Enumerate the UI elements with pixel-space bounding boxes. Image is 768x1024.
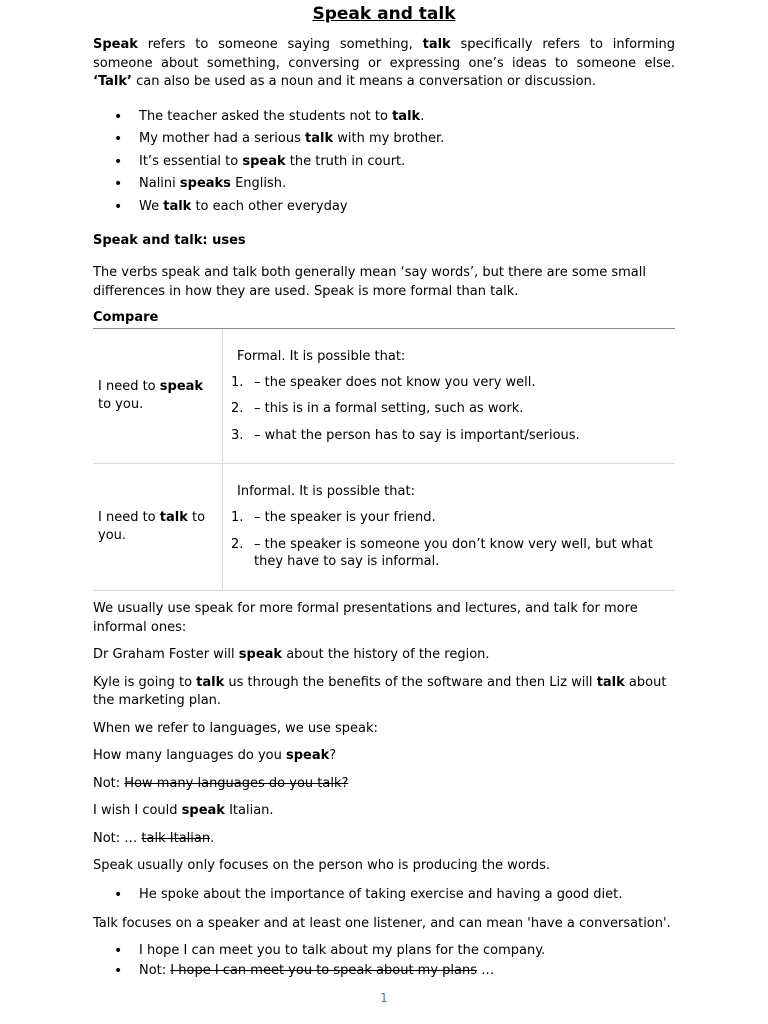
cell-text: to you. [98, 510, 206, 543]
example-sentence-cell [93, 329, 223, 464]
example-text: Nalini [139, 176, 180, 191]
not-label: Not: … [93, 830, 142, 846]
list-item: • He spoke about the importance of taking exercise and having a good diet. [93, 884, 675, 907]
sentence-text: I wish I could [93, 803, 182, 818]
document-page [93, 0, 675, 981]
sentence-bold: talk [596, 674, 625, 690]
list-number: 1. [231, 510, 244, 526]
intro-text-1: refers to someone saying something, [137, 37, 423, 52]
not-label: Not: [139, 962, 171, 978]
example-text: with my brother. [333, 131, 445, 146]
not-sentence-1 [93, 775, 675, 794]
table-row [93, 464, 675, 591]
languages-intro: When we refer to languages, we use speak: [93, 720, 378, 736]
list-item [223, 400, 675, 418]
list-item [93, 961, 675, 981]
explanation-cell [223, 464, 676, 591]
sentence-text: about the history of the region. [282, 647, 490, 662]
sentence-bold: talk [196, 674, 225, 690]
list-number: 1. [231, 374, 244, 390]
example-bold: talk [305, 131, 334, 146]
sentence-text: about the marketing plan. [93, 674, 667, 708]
sentence-bold: speak [238, 647, 283, 662]
example-text: . [420, 108, 425, 124]
list-text: – the speaker does not know you very well. [254, 374, 536, 390]
list-item [223, 536, 675, 571]
list-item [93, 173, 675, 196]
example-bold: talk [392, 108, 421, 124]
example-text: We [139, 198, 164, 214]
list-number: 2. [231, 401, 244, 417]
intro-bold-talk-quoted: ‘Talk’ [93, 74, 132, 89]
example-text: My mother had a serious [139, 131, 305, 146]
wish-sentence [93, 802, 675, 821]
example-text: the truth in court. [285, 153, 406, 169]
cell-bold: speak [159, 379, 204, 394]
talk-focus-paragraph: Talk focuses on a speaker and at least one listener, and can mean 'have a conversation'. [93, 916, 671, 931]
struck-text: I hope I can meet you to speak about my plans [170, 962, 478, 978]
cell-heading: Informal. It is possible that: [237, 484, 415, 500]
intro-bold-talk: talk [422, 37, 451, 52]
numbered-list [223, 374, 675, 445]
list-number: 2. [231, 536, 244, 552]
example-bold: speak [242, 153, 286, 169]
kyle-sentence [93, 674, 675, 711]
explanation-cell [223, 329, 676, 464]
list-item [93, 106, 675, 129]
usual-paragraph: We usually use speak for more formal presentations and lectures, and talk for more informal ones: [93, 601, 638, 635]
list-item [93, 128, 675, 151]
graham-sentence [93, 646, 675, 665]
sentence-text: Dr Graham Foster will [93, 647, 239, 662]
list-number: 3. [231, 427, 244, 443]
cell-text: to you. [98, 397, 144, 412]
example-text: to each other everyday [191, 198, 348, 214]
verbs-paragraph: The verbs speak and talk both generally mean ‘say words’, but there are some small differences in how they are used. Speak is more formal than talk. [93, 265, 646, 299]
sentence-bold: speak [285, 748, 330, 763]
sentence-text: us through the benefits of the software and then Liz will [224, 674, 597, 690]
intro-text-2: specifically refers to informing someone about something, conversing or expressing one’s ideas to someone else. [93, 37, 675, 71]
speak-example-list [93, 884, 675, 907]
sentence-text: How many languages do you [93, 748, 286, 763]
example-text: The teacher asked the students not to [139, 108, 393, 124]
list-item [223, 427, 675, 445]
sentence-text: Kyle is going to [93, 674, 197, 690]
intro-bold-speak: Speak [93, 37, 138, 52]
list-item [93, 196, 675, 219]
example-bold: talk [163, 198, 192, 214]
list-item [93, 151, 675, 174]
sentence-text: … [477, 962, 495, 978]
example-bold: speaks [179, 176, 231, 191]
numbered-list [223, 509, 675, 571]
speak-focus-paragraph: Speak usually only focuses on the person who is producing the words. [93, 858, 551, 873]
example-sentence-cell [93, 464, 223, 591]
examples-list [93, 106, 675, 219]
sentence-bold: speak [181, 803, 225, 818]
list-item [223, 509, 675, 527]
cell-bold: talk [159, 510, 188, 525]
example-text: It’s essential to [139, 153, 243, 169]
list-text: – this is in a formal setting, such as work. [254, 401, 524, 417]
sentence-text: Italian. [224, 803, 274, 818]
list-text: – what the person has to say is important/serious. [254, 427, 580, 443]
list-text: – the speaker is your friend. [254, 510, 436, 526]
list-text: – the speaker is someone you don’t know very well, but what they have to say is informal. [254, 536, 653, 570]
page-number: 1 [380, 991, 388, 1005]
example-text: English. [230, 176, 287, 191]
compare-table [93, 329, 675, 591]
list-item: • I hope I can meet you to talk about my plans for the company. [93, 941, 675, 961]
intro-text-3: can also be used as a noun and it means a conversation or discussion. [131, 74, 596, 89]
not-label: Not: [93, 775, 125, 791]
sentence-text: . [210, 830, 215, 846]
cell-heading: Formal. It is possible that: [237, 348, 406, 364]
not-sentence-2 [93, 830, 675, 849]
uses-heading: Speak and talk: uses [93, 233, 246, 248]
sentence-text: ? [329, 748, 337, 763]
cell-text: I need to [98, 379, 160, 394]
struck-text: How many languages do you talk? [124, 775, 349, 791]
how-many-sentence [93, 747, 675, 766]
intro-paragraph [93, 36, 675, 92]
cell-text: I need to [98, 510, 160, 525]
table-row [93, 329, 675, 464]
struck-text: talk Italian [141, 830, 211, 846]
list-item [223, 374, 675, 392]
compare-heading: Compare [93, 309, 675, 329]
page-title: Speak and talk [312, 4, 456, 24]
talk-example-list [93, 941, 675, 981]
